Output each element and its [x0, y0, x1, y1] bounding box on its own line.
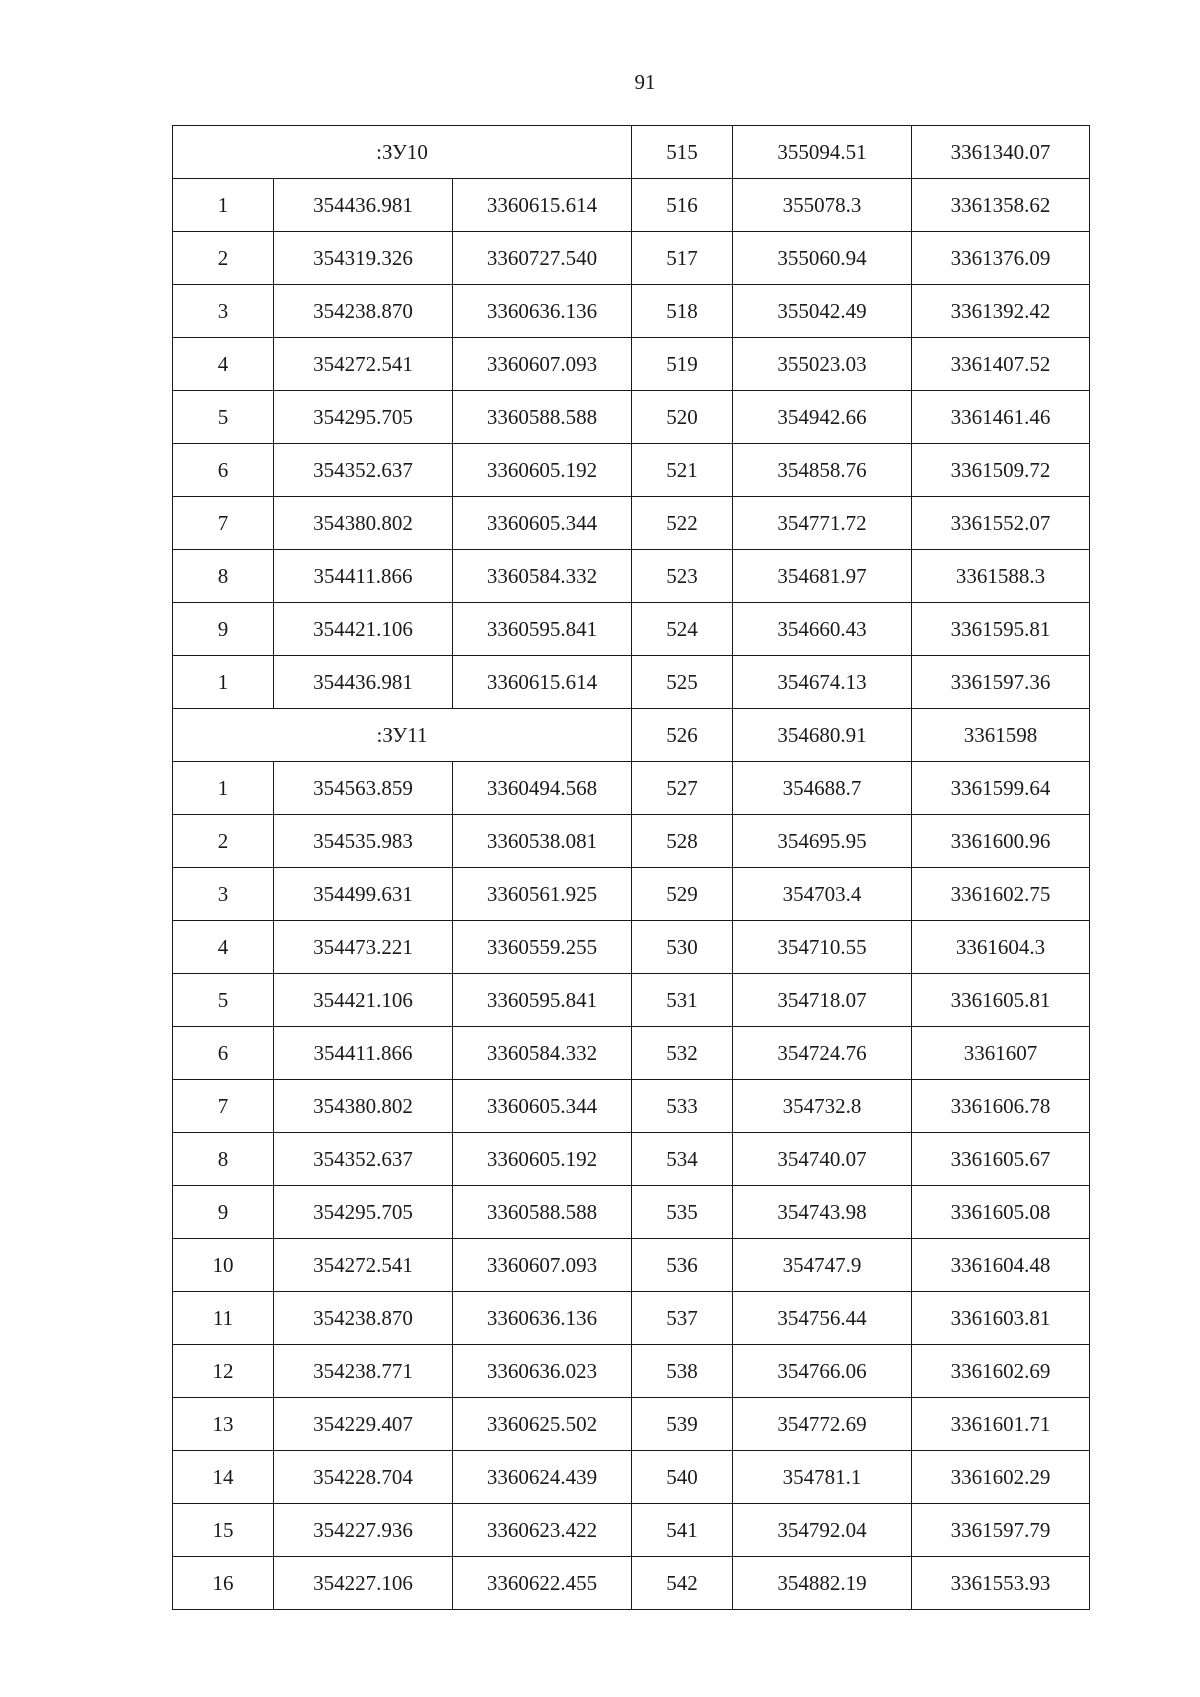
table-row	[173, 497, 1090, 550]
table-row	[173, 391, 1090, 444]
x-coordinate-cell: 354747.9	[733, 1239, 912, 1292]
x-coordinate-cell: 354674.13	[733, 656, 912, 709]
point-number-cell: 10	[173, 1239, 274, 1292]
y-coordinate-cell: 3360538.081	[453, 815, 632, 868]
y-coordinate-cell: 3361595.81	[912, 603, 1090, 656]
y-coordinate-cell: 3361605.81	[912, 974, 1090, 1027]
coordinates-table-body	[173, 126, 1090, 1610]
point-number-cell: 6	[173, 1027, 274, 1080]
x-coordinate-cell: 354227.106	[274, 1557, 453, 1610]
x-coordinate-cell: 354535.983	[274, 815, 453, 868]
y-coordinate-cell: 3361604.3	[912, 921, 1090, 974]
table-row	[173, 762, 1090, 815]
x-coordinate-cell: 354421.106	[274, 603, 453, 656]
table-row	[173, 1504, 1090, 1557]
x-coordinate-cell: 354710.55	[733, 921, 912, 974]
point-number-cell: 537	[632, 1292, 733, 1345]
y-coordinate-cell: 3361509.72	[912, 444, 1090, 497]
point-number-cell: 532	[632, 1027, 733, 1080]
y-coordinate-cell: 3360623.422	[453, 1504, 632, 1557]
x-coordinate-cell: 354718.07	[733, 974, 912, 1027]
y-coordinate-cell: 3360588.588	[453, 391, 632, 444]
point-number-cell: 538	[632, 1345, 733, 1398]
y-coordinate-cell: 3360584.332	[453, 1027, 632, 1080]
point-number-cell: 1	[173, 656, 274, 709]
point-number-cell: 3	[173, 868, 274, 921]
table-row	[173, 1239, 1090, 1292]
table-row	[173, 1557, 1090, 1610]
x-coordinate-cell: 354238.870	[274, 1292, 453, 1345]
table-row	[173, 868, 1090, 921]
y-coordinate-cell: 3361606.78	[912, 1080, 1090, 1133]
point-number-cell: 3	[173, 285, 274, 338]
y-coordinate-cell: 3360607.093	[453, 1239, 632, 1292]
point-number-cell: 524	[632, 603, 733, 656]
table-row	[173, 1080, 1090, 1133]
point-number-cell: 527	[632, 762, 733, 815]
point-number-cell: 8	[173, 550, 274, 603]
point-number-cell: 523	[632, 550, 733, 603]
point-number-cell: 2	[173, 232, 274, 285]
table-row	[173, 921, 1090, 974]
x-coordinate-cell: 354411.866	[274, 550, 453, 603]
section-label: :ЗУ10	[173, 126, 632, 179]
x-coordinate-cell: 354436.981	[274, 656, 453, 709]
x-coordinate-cell: 354772.69	[733, 1398, 912, 1451]
point-number-cell: 1	[173, 179, 274, 232]
section-label: :ЗУ11	[173, 709, 632, 762]
y-coordinate-cell: 3361599.64	[912, 762, 1090, 815]
point-number-cell: 539	[632, 1398, 733, 1451]
table-row	[173, 232, 1090, 285]
y-coordinate-cell: 3360605.344	[453, 1080, 632, 1133]
y-coordinate-cell: 3360605.192	[453, 444, 632, 497]
x-coordinate-cell: 354238.771	[274, 1345, 453, 1398]
point-number-cell: 7	[173, 1080, 274, 1133]
point-number-cell: 9	[173, 603, 274, 656]
y-coordinate-cell: 3360588.588	[453, 1186, 632, 1239]
y-coordinate-cell: 3360494.568	[453, 762, 632, 815]
y-coordinate-cell: 3360622.455	[453, 1557, 632, 1610]
table-row	[173, 1133, 1090, 1186]
point-number-cell: 15	[173, 1504, 274, 1557]
point-number-cell: 531	[632, 974, 733, 1027]
point-number-cell: 4	[173, 921, 274, 974]
x-coordinate-cell: 354319.326	[274, 232, 453, 285]
table-row	[173, 338, 1090, 391]
x-coordinate-cell: 354681.97	[733, 550, 912, 603]
x-coordinate-cell: 354499.631	[274, 868, 453, 921]
point-number-cell: 11	[173, 1292, 274, 1345]
x-coordinate-cell: 354703.4	[733, 868, 912, 921]
table-row	[173, 1398, 1090, 1451]
x-coordinate-cell: 354352.637	[274, 444, 453, 497]
y-coordinate-cell: 3361602.75	[912, 868, 1090, 921]
x-coordinate-cell: 355023.03	[733, 338, 912, 391]
y-coordinate-cell: 3361340.07	[912, 126, 1090, 179]
y-coordinate-cell: 3361607	[912, 1027, 1090, 1080]
point-number-cell: 4	[173, 338, 274, 391]
point-number-cell: 522	[632, 497, 733, 550]
table-row	[173, 1027, 1090, 1080]
point-number-cell: 16	[173, 1557, 274, 1610]
y-coordinate-cell: 3361358.62	[912, 179, 1090, 232]
x-coordinate-cell: 354563.859	[274, 762, 453, 815]
x-coordinate-cell: 354740.07	[733, 1133, 912, 1186]
x-coordinate-cell: 354771.72	[733, 497, 912, 550]
coordinates-table	[172, 125, 1090, 1610]
point-number-cell: 515	[632, 126, 733, 179]
x-coordinate-cell: 354942.66	[733, 391, 912, 444]
x-coordinate-cell: 354295.705	[274, 1186, 453, 1239]
table-row	[173, 1292, 1090, 1345]
y-coordinate-cell: 3361461.46	[912, 391, 1090, 444]
x-coordinate-cell: 354473.221	[274, 921, 453, 974]
x-coordinate-cell: 354352.637	[274, 1133, 453, 1186]
point-number-cell: 6	[173, 444, 274, 497]
y-coordinate-cell: 3361604.48	[912, 1239, 1090, 1292]
table-row	[173, 1451, 1090, 1504]
y-coordinate-cell: 3361392.42	[912, 285, 1090, 338]
x-coordinate-cell: 354781.1	[733, 1451, 912, 1504]
y-coordinate-cell: 3361605.08	[912, 1186, 1090, 1239]
x-coordinate-cell: 354380.802	[274, 497, 453, 550]
y-coordinate-cell: 3361598	[912, 709, 1090, 762]
point-number-cell: 540	[632, 1451, 733, 1504]
point-number-cell: 541	[632, 1504, 733, 1557]
point-number-cell: 1	[173, 762, 274, 815]
point-number-cell: 533	[632, 1080, 733, 1133]
table-row	[173, 815, 1090, 868]
y-coordinate-cell: 3361553.93	[912, 1557, 1090, 1610]
x-coordinate-cell: 354743.98	[733, 1186, 912, 1239]
y-coordinate-cell: 3361552.07	[912, 497, 1090, 550]
x-coordinate-cell: 354229.407	[274, 1398, 453, 1451]
y-coordinate-cell: 3360636.136	[453, 1292, 632, 1345]
point-number-cell: 5	[173, 391, 274, 444]
x-coordinate-cell: 354695.95	[733, 815, 912, 868]
point-number-cell: 542	[632, 1557, 733, 1610]
point-number-cell: 518	[632, 285, 733, 338]
x-coordinate-cell: 354238.870	[274, 285, 453, 338]
x-coordinate-cell: 354688.7	[733, 762, 912, 815]
section-header-row	[173, 126, 1090, 179]
point-number-cell: 8	[173, 1133, 274, 1186]
x-coordinate-cell: 354272.541	[274, 1239, 453, 1292]
x-coordinate-cell: 355060.94	[733, 232, 912, 285]
x-coordinate-cell: 354228.704	[274, 1451, 453, 1504]
x-coordinate-cell: 355042.49	[733, 285, 912, 338]
y-coordinate-cell: 3360595.841	[453, 974, 632, 1027]
point-number-cell: 535	[632, 1186, 733, 1239]
y-coordinate-cell: 3360727.540	[453, 232, 632, 285]
y-coordinate-cell: 3361600.96	[912, 815, 1090, 868]
x-coordinate-cell: 355094.51	[733, 126, 912, 179]
x-coordinate-cell: 354436.981	[274, 179, 453, 232]
y-coordinate-cell: 3361597.36	[912, 656, 1090, 709]
point-number-cell: 516	[632, 179, 733, 232]
x-coordinate-cell: 354882.19	[733, 1557, 912, 1610]
x-coordinate-cell: 354858.76	[733, 444, 912, 497]
y-coordinate-cell: 3360615.614	[453, 179, 632, 232]
y-coordinate-cell: 3360636.023	[453, 1345, 632, 1398]
x-coordinate-cell: 354227.936	[274, 1504, 453, 1557]
x-coordinate-cell: 354766.06	[733, 1345, 912, 1398]
point-number-cell: 7	[173, 497, 274, 550]
x-coordinate-cell: 354724.76	[733, 1027, 912, 1080]
point-number-cell: 521	[632, 444, 733, 497]
x-coordinate-cell: 354295.705	[274, 391, 453, 444]
table-row	[173, 179, 1090, 232]
x-coordinate-cell: 355078.3	[733, 179, 912, 232]
table-row	[173, 444, 1090, 497]
y-coordinate-cell: 3360636.136	[453, 285, 632, 338]
point-number-cell: 520	[632, 391, 733, 444]
point-number-cell: 2	[173, 815, 274, 868]
point-number-cell: 529	[632, 868, 733, 921]
point-number-cell: 5	[173, 974, 274, 1027]
point-number-cell: 13	[173, 1398, 274, 1451]
y-coordinate-cell: 3360605.344	[453, 497, 632, 550]
point-number-cell: 519	[632, 338, 733, 391]
table-row	[173, 285, 1090, 338]
y-coordinate-cell: 3361588.3	[912, 550, 1090, 603]
point-number-cell: 14	[173, 1451, 274, 1504]
x-coordinate-cell: 354660.43	[733, 603, 912, 656]
y-coordinate-cell: 3360595.841	[453, 603, 632, 656]
y-coordinate-cell: 3361407.52	[912, 338, 1090, 391]
x-coordinate-cell: 354272.541	[274, 338, 453, 391]
table-row	[173, 1186, 1090, 1239]
y-coordinate-cell: 3361605.67	[912, 1133, 1090, 1186]
y-coordinate-cell: 3361602.69	[912, 1345, 1090, 1398]
x-coordinate-cell: 354411.866	[274, 1027, 453, 1080]
y-coordinate-cell: 3361603.81	[912, 1292, 1090, 1345]
table-row	[173, 603, 1090, 656]
point-number-cell: 528	[632, 815, 733, 868]
x-coordinate-cell: 354732.8	[733, 1080, 912, 1133]
y-coordinate-cell: 3360559.255	[453, 921, 632, 974]
y-coordinate-cell: 3360615.614	[453, 656, 632, 709]
point-number-cell: 9	[173, 1186, 274, 1239]
y-coordinate-cell: 3360625.502	[453, 1398, 632, 1451]
point-number-cell: 530	[632, 921, 733, 974]
x-coordinate-cell: 354756.44	[733, 1292, 912, 1345]
point-number-cell: 12	[173, 1345, 274, 1398]
y-coordinate-cell: 3360624.439	[453, 1451, 632, 1504]
page-number: 91	[634, 70, 656, 94]
y-coordinate-cell: 3360605.192	[453, 1133, 632, 1186]
point-number-cell: 536	[632, 1239, 733, 1292]
point-number-cell: 517	[632, 232, 733, 285]
point-number-cell: 525	[632, 656, 733, 709]
y-coordinate-cell: 3361376.09	[912, 232, 1090, 285]
y-coordinate-cell: 3360561.925	[453, 868, 632, 921]
table-row	[173, 550, 1090, 603]
y-coordinate-cell: 3360584.332	[453, 550, 632, 603]
y-coordinate-cell: 3361602.29	[912, 1451, 1090, 1504]
y-coordinate-cell: 3360607.093	[453, 338, 632, 391]
table-row	[173, 656, 1090, 709]
y-coordinate-cell: 3361597.79	[912, 1504, 1090, 1557]
x-coordinate-cell: 354421.106	[274, 974, 453, 1027]
point-number-cell: 526	[632, 709, 733, 762]
x-coordinate-cell: 354680.91	[733, 709, 912, 762]
y-coordinate-cell: 3361601.71	[912, 1398, 1090, 1451]
x-coordinate-cell: 354380.802	[274, 1080, 453, 1133]
table-row	[173, 1345, 1090, 1398]
x-coordinate-cell: 354792.04	[733, 1504, 912, 1557]
table-row	[173, 974, 1090, 1027]
section-header-row	[173, 709, 1090, 762]
point-number-cell: 534	[632, 1133, 733, 1186]
